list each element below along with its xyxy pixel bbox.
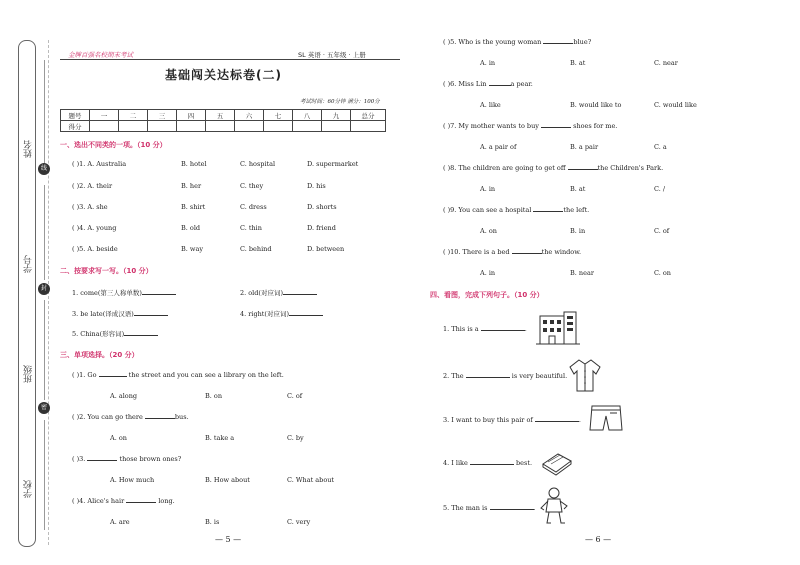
- score-cell[interactable]: [119, 121, 148, 132]
- score-cell[interactable]: [177, 121, 206, 132]
- seal-mark-secret: 密: [38, 402, 50, 414]
- id-label: 学号: [24, 255, 34, 273]
- answer-blank[interactable]: [541, 127, 571, 128]
- score-table: [60, 109, 386, 132]
- answer-blank[interactable]: [126, 502, 156, 503]
- school-line: [44, 420, 45, 530]
- seal-mark-seal: 封: [38, 283, 50, 295]
- list-item: 4. right(对应词): [240, 309, 323, 318]
- page-number-right: — 6 —: [585, 535, 612, 544]
- answer-blank[interactable]: [512, 253, 542, 254]
- page-title: 基础闯关达标卷(二): [165, 68, 282, 82]
- class-label: 班级: [24, 365, 34, 383]
- answer-blank[interactable]: [99, 376, 127, 377]
- score-cell[interactable]: [206, 121, 235, 132]
- score-cell[interactable]: [148, 121, 177, 132]
- name-line: [44, 60, 45, 170]
- section3-title: 三、单项选择。（20 分）: [60, 351, 139, 359]
- answer-blank[interactable]: [289, 315, 323, 316]
- answer-blank[interactable]: [481, 330, 525, 331]
- score-cell[interactable]: [351, 121, 386, 132]
- list-item: 1. This is a .: [443, 325, 527, 333]
- answer-blank[interactable]: [489, 85, 511, 86]
- answer-blank[interactable]: [568, 169, 598, 170]
- man-icon: [538, 486, 572, 526]
- score-table-header-row: 题号 一 二 三 四 五 六 七 八 九 总分: [61, 110, 386, 121]
- answer-blank[interactable]: [543, 43, 573, 44]
- list-item: 3. be late(译成汉语): [72, 309, 168, 318]
- school-label: 学校: [24, 480, 34, 498]
- seal-mark-line: 线: [38, 163, 50, 175]
- score-cell[interactable]: [264, 121, 293, 132]
- answer-blank[interactable]: [134, 315, 168, 316]
- series-name: 金牌百强名校期末考试: [68, 51, 133, 59]
- answer-blank[interactable]: [533, 211, 563, 212]
- list-item: 2. old(对应词): [240, 288, 317, 297]
- answer-blank[interactable]: [535, 421, 579, 422]
- list-item: 3. I want to buy this pair of .: [443, 416, 581, 424]
- score-cell[interactable]: [322, 121, 351, 132]
- answer-blank[interactable]: [87, 460, 117, 461]
- answer-blank[interactable]: [145, 418, 175, 419]
- list-item: 5. The man is .: [443, 504, 536, 512]
- page-number-left: — 5 —: [215, 535, 242, 544]
- book-icon: [540, 450, 574, 476]
- shorts-icon: [588, 402, 624, 434]
- list-item: 2. The is very beautiful.: [443, 372, 568, 380]
- list-item: 4. I like best.: [443, 459, 533, 467]
- list-item: 1. come(第三人称单数): [72, 288, 176, 297]
- shirt-icon: [567, 357, 603, 393]
- header-rule: [60, 59, 400, 60]
- answer-blank[interactable]: [142, 294, 176, 295]
- section2-title: 二、按要求写一写。（10 分）: [60, 267, 153, 275]
- subject-meta: SL 英语 · 五年级 · 上册: [298, 51, 366, 59]
- building-icon: [536, 308, 580, 346]
- answer-blank[interactable]: [283, 294, 317, 295]
- answer-blank[interactable]: [124, 335, 158, 336]
- answer-blank[interactable]: [466, 377, 510, 378]
- section4-title: 四、看图，完成下列句子。（10 分）: [430, 291, 544, 299]
- score-cell[interactable]: [235, 121, 264, 132]
- score-table-score-row: 得分: [61, 121, 386, 132]
- name-label: 姓名: [24, 140, 34, 158]
- score-cell[interactable]: [90, 121, 119, 132]
- exam-info: 考试时间：60分钟 满分：100分: [300, 99, 380, 105]
- binding-strip: [18, 40, 36, 547]
- list-item: 5. China(形容词): [72, 329, 158, 338]
- score-cell[interactable]: [293, 121, 322, 132]
- answer-blank[interactable]: [490, 509, 534, 510]
- answer-blank[interactable]: [470, 464, 514, 465]
- section1-title: 一、选出不同类的一项。（10 分）: [60, 141, 167, 149]
- class-line: [44, 300, 45, 400]
- id-line: [44, 185, 45, 280]
